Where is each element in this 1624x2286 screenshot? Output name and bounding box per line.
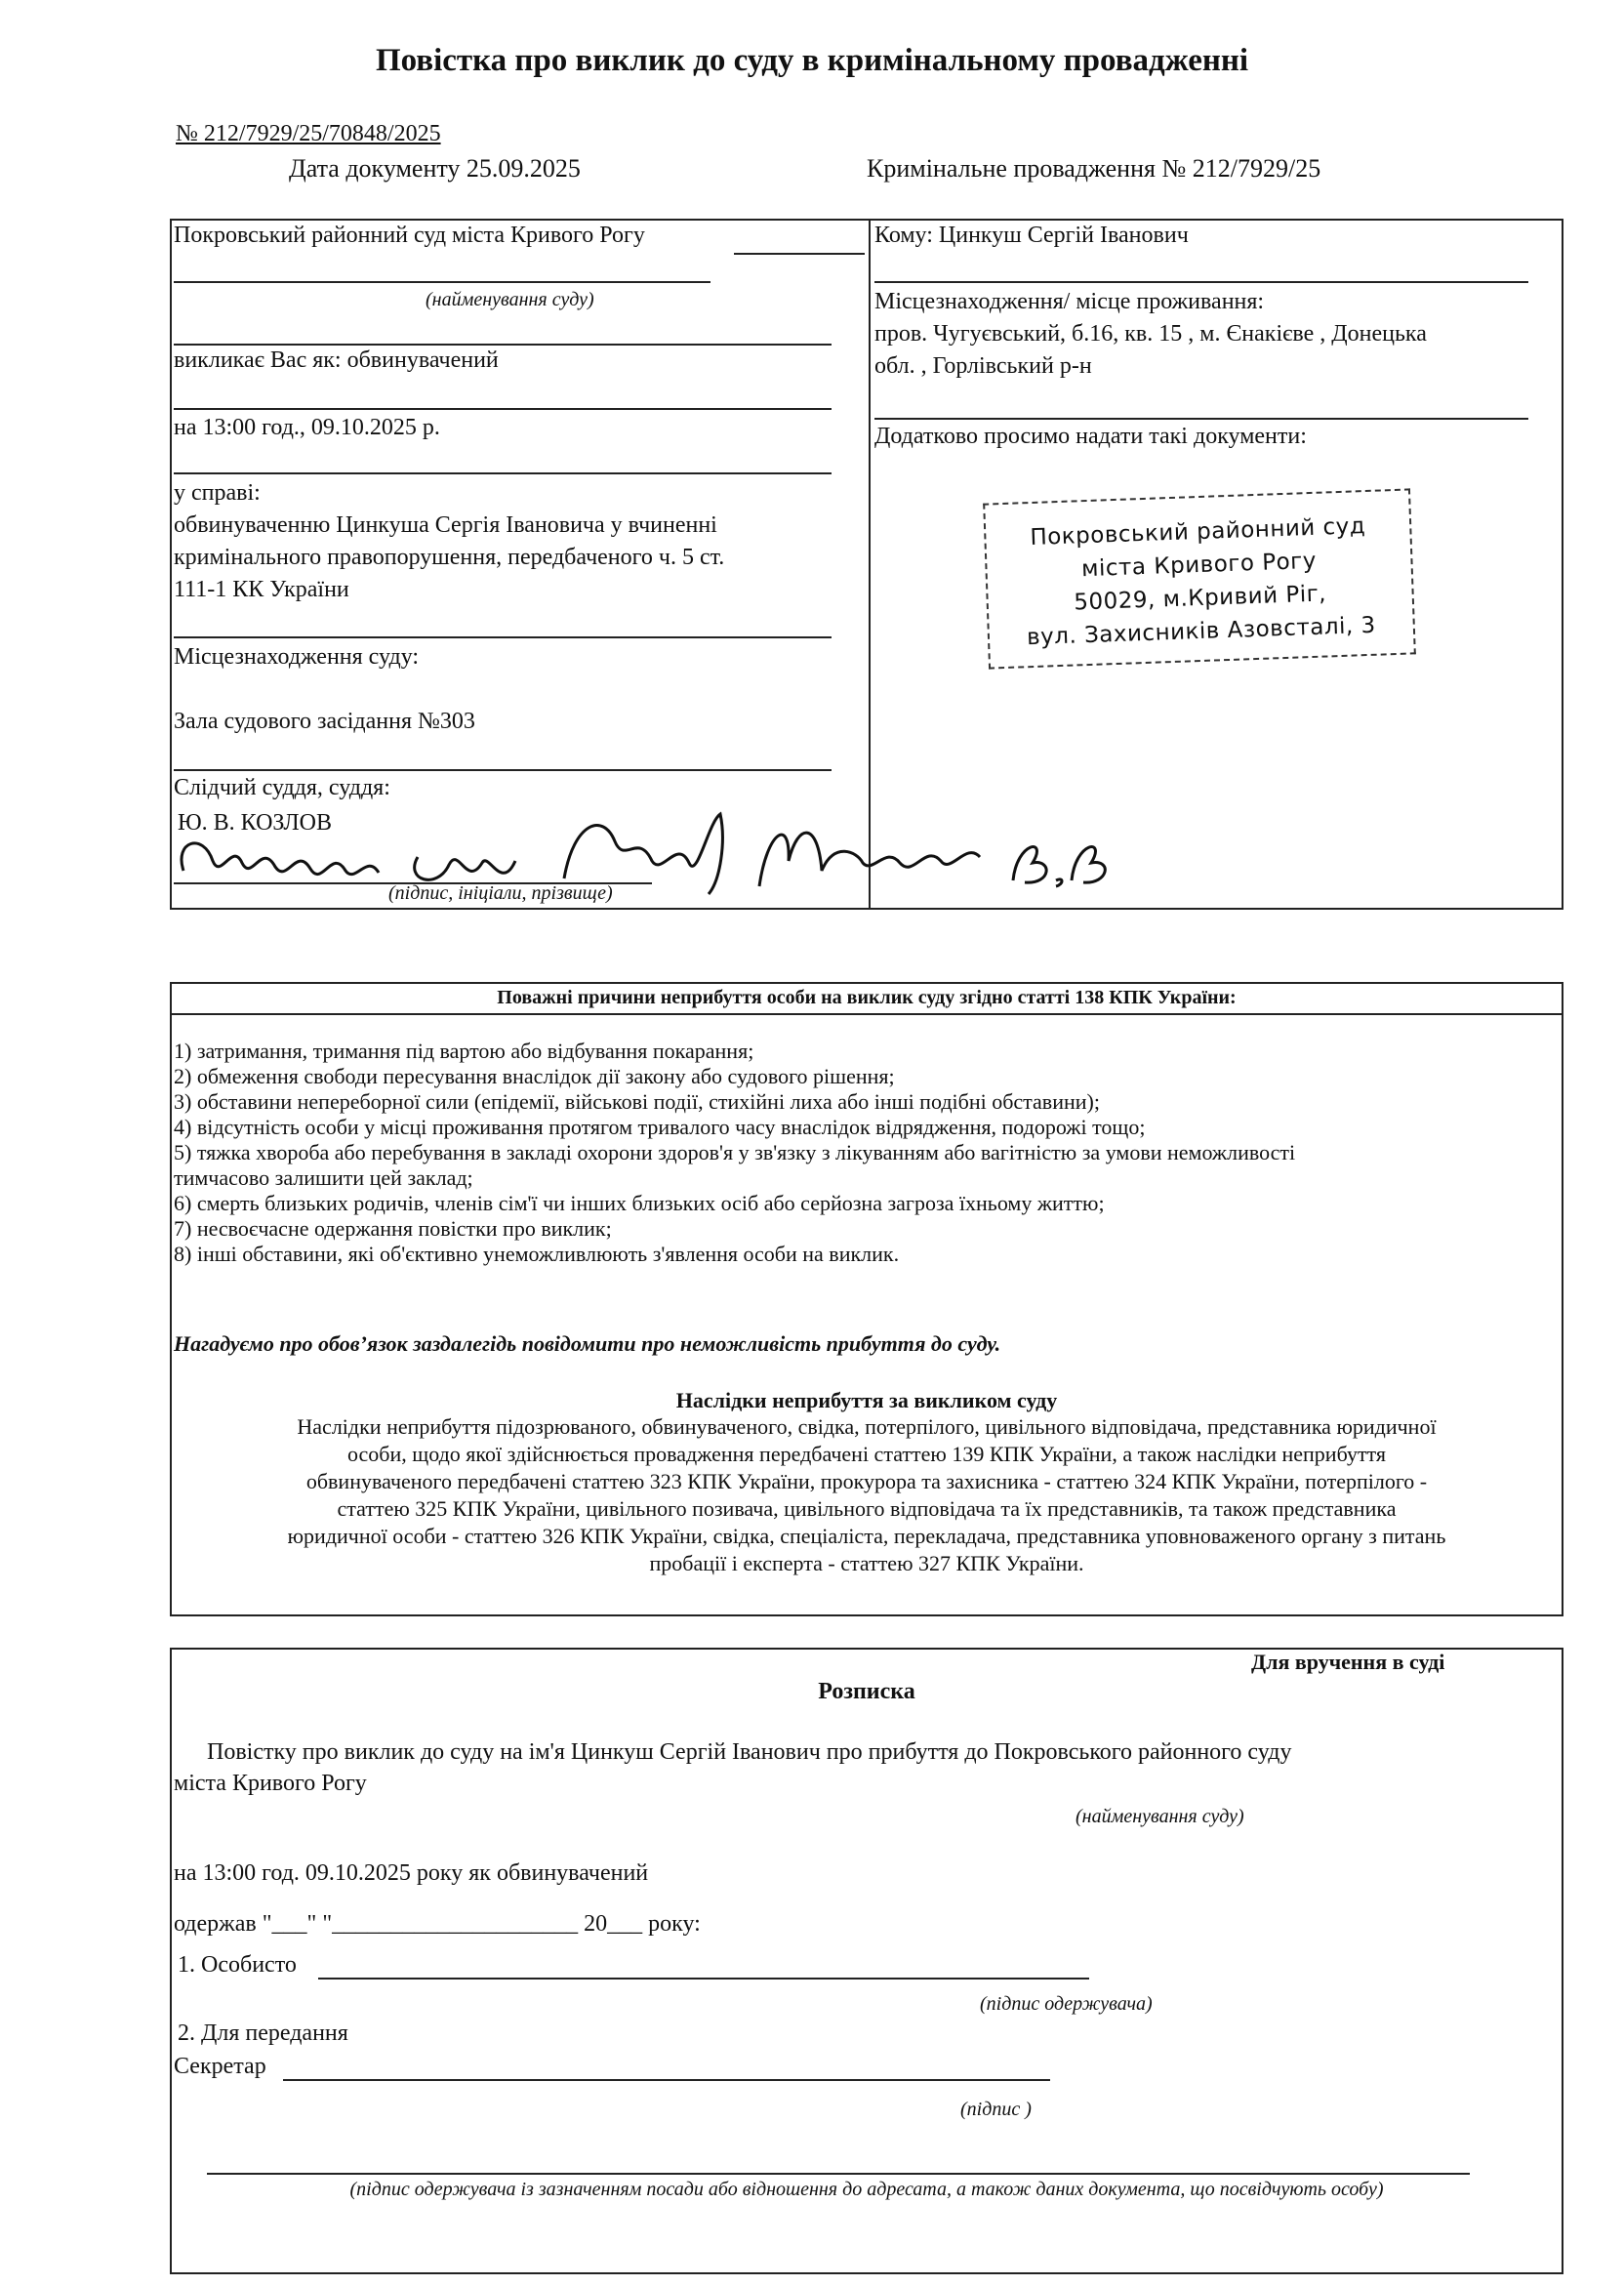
case-label: у справі: <box>174 480 261 506</box>
transfer-label: 2. Для передання <box>178 2021 348 2046</box>
document-title: Повістка про виклик до суду в кримінальному провадженні <box>375 43 1249 78</box>
recipient: Кому: Цинкуш Сергій Іванович <box>874 223 1189 248</box>
case-text-1: обвинуваченню Цинкуша Сергія Івановича у вчиненні <box>174 512 717 538</box>
address-line-2: обл. , Горлівський р-н <box>874 353 1092 379</box>
hearing-datetime: на 13:00 год., 09.10.2025 р. <box>174 415 440 440</box>
address-line-1: пров. Чугуєвський, б.16, кв. 15 , м. Єнакієве , Донецька <box>874 321 1427 347</box>
court-location-label: Місцезнаходження суду: <box>174 644 420 670</box>
separator-line-5 <box>174 769 832 771</box>
received-date: одержав "___" "_____________________ 20___ року: <box>174 1911 701 1937</box>
receipt-line-2: міста Кривого Рогу <box>174 1771 367 1796</box>
reason-item-7: 7) несвоєчасне одержання повістки про виклик; <box>174 1216 612 1241</box>
judge-label: Слідчий суддя, суддя: <box>174 775 390 800</box>
consequences-line-4: статтею 325 КПК України, цивільного позивача, цивільного відповідача та їх представників, та також представника <box>337 1496 1397 1521</box>
consequences-text <box>174 1413 1560 1577</box>
address-line <box>874 418 1528 420</box>
bottom-signature-line <box>207 2173 1470 2175</box>
reason-item-5-cont: тимчасово залишити цей заклад; <box>174 1165 473 1190</box>
court-underline <box>734 253 865 255</box>
consequences-line-6: пробації і експерта - статтею 327 КПК України. <box>649 1551 1084 1575</box>
reminder-text: Нагадуємо про обов’язок заздалегідь повідомити про неможливість прибуття до суду. <box>174 1331 1001 1356</box>
recipient-caption: (підпис одержувача) <box>980 1993 1153 2015</box>
personal-signature-line <box>318 1978 1089 1980</box>
reasons-list <box>174 1039 1550 1267</box>
court-name: Покровський районний суд міста Кривого Рогу <box>174 223 645 248</box>
document-number: № 212/7929/25/70848/2025 <box>176 121 441 146</box>
reason-item-3: 3) обставини непереборної сили (епідемії, військові події, стихійні лиха або інші подібні обставини); <box>174 1089 1100 1114</box>
judge-name: Ю. В. КОЗЛОВ <box>178 810 333 836</box>
court-line <box>174 281 710 283</box>
consequences-heading: Наслідки неприбуття за викликом суду <box>675 1388 1058 1412</box>
reason-item-6: 6) смерть близьких родичів, членів сім'ї чи інших близьких осіб або серйозна загроза їхньому життю; <box>174 1191 1105 1215</box>
consequences-line-1: Наслідки неприбуття підозрюваного, обвинуваченого, свідка, потерпілого, цивільного відповідача, представника юридичної <box>297 1414 1437 1439</box>
consequences-line-2: особи, щодо якої здійснюється провадження передбачені статтею 139 КПК України, а також наслідки неприбуття <box>346 1442 1386 1466</box>
separator-line-1 <box>174 344 832 346</box>
consequences-line-5: юридичної особи - статтею 326 КПК України, свідка, спеціаліста, перекладача, представника уповноваженого органу з питань <box>287 1524 1446 1548</box>
separator-line-4 <box>174 636 832 638</box>
secretary-signature-line <box>283 2079 1050 2081</box>
secretary-label: Секретар <box>174 2054 266 2079</box>
reason-item-8: 8) інші обставини, які об'єктивно унеможливлюють з'явлення особи на виклик. <box>174 1242 900 1266</box>
bottom-caption: (підпис одержувача із зазначенням посади або відношення до адресата, а також даних документа, що посвідчують особу) <box>349 2179 1384 2200</box>
address-label: Місцезнаходження/ місце проживання: <box>874 289 1265 314</box>
stamp-line-3: 50029, м.Кривий Ріг, <box>1073 581 1327 616</box>
personal-label: 1. Особисто <box>178 1952 297 1978</box>
receipt-court-caption: (найменування суду) <box>1076 1806 1244 1827</box>
receipt-line-1: Повістку про виклик до суду на ім'я Цинкуш Сергій Іванович про прибуття до Покровського районного суду <box>207 1739 1292 1765</box>
court-caption: (найменування суду) <box>426 289 594 310</box>
courtroom: Зала судового засідання №303 <box>174 709 475 734</box>
case-text-3: 111-1 КК України <box>174 577 349 602</box>
court-stamp <box>983 488 1416 669</box>
consequences-line-3: обвинуваченого передбачені статтею 323 КПК України, прокурора та захисника - статтею 324 КПК України, потерпілого - <box>305 1469 1428 1493</box>
stamp-line-2: міста Кривого Рогу <box>1080 548 1318 583</box>
case-text-2: кримінального правопорушення, передбаченого ч. 5 ст. <box>174 545 725 570</box>
sign-caption: (підпис ) <box>960 2099 1032 2120</box>
documents-label: Додатково просимо надати такі документи: <box>874 424 1307 449</box>
reason-item-2: 2) обмеження свободи пересування внаслідок дії закону або судового рішення; <box>174 1064 895 1088</box>
case-number: Кримінальне провадження № 212/7929/25 <box>867 154 1321 183</box>
reasons-header-line <box>170 1013 1563 1015</box>
reason-item-5: 5) тяжка хвороба або перебування в закладі охорони здоров'я у зв'язку з лікуванням або вагітністю за умови неможливості <box>174 1140 1296 1164</box>
for-court-label: Для вручення в суді <box>1251 1650 1445 1674</box>
handwritten-signature <box>174 802 1130 896</box>
summoned-as: викликає Вас як: обвинувачений <box>174 347 499 373</box>
receipt-title: Розписка <box>818 1679 915 1704</box>
stamp-line-4: вул. Захисників Азовсталі, 3 <box>1026 612 1377 651</box>
reasons-heading: Поважні причини неприбуття особи на виклик суду згідно статті 138 КПК України: <box>497 987 1237 1008</box>
stamp-line-1: Покровський районний суд <box>1029 513 1366 551</box>
reason-item-1: 1) затримання, тримання під вартою або відбування покарання; <box>174 1039 754 1063</box>
separator-line-2 <box>174 408 832 410</box>
signature-caption: (підпис, ініціали, прізвище) <box>388 882 613 904</box>
reason-item-4: 4) відсутність особи у місці проживання протягом тривалого часу внаслідок відрядження, подорожі тощо; <box>174 1115 1146 1139</box>
recipient-line <box>874 281 1528 283</box>
document-date: Дата документу 25.09.2025 <box>289 154 581 183</box>
separator-line-3 <box>174 472 832 474</box>
receipt-datetime: на 13:00 год. 09.10.2025 року як обвинувачений <box>174 1860 649 1886</box>
